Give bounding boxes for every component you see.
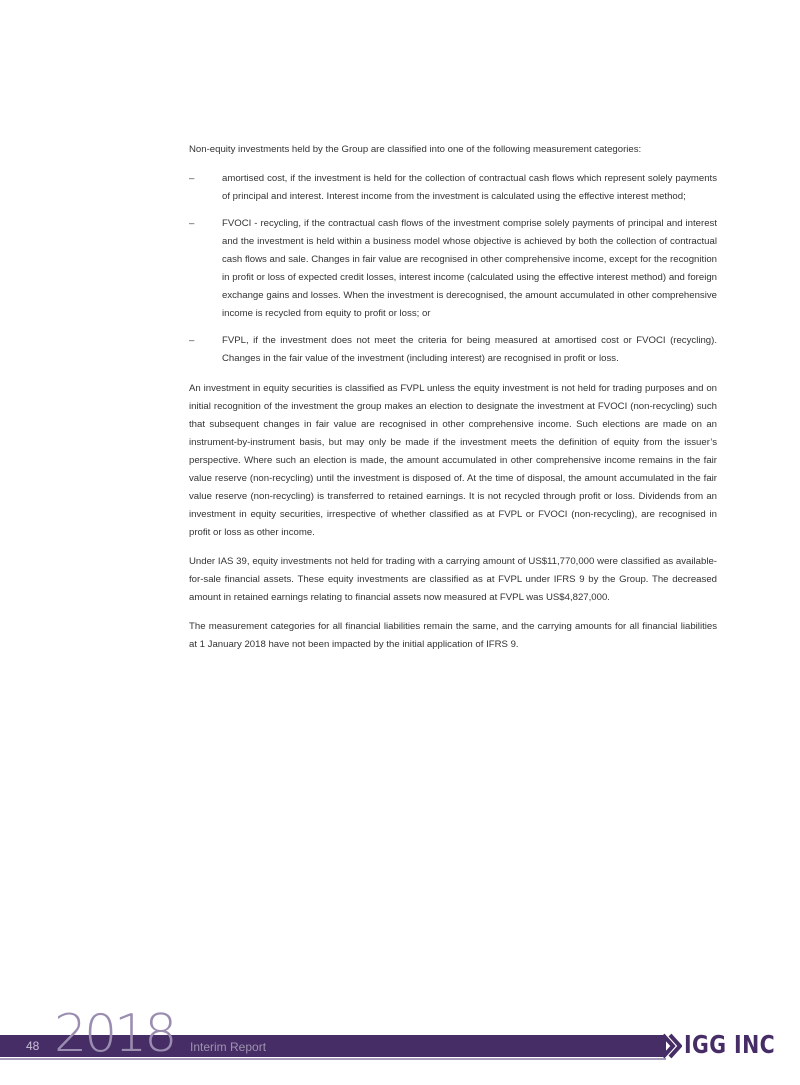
paragraph: An investment in equity securities is classified as FVPL unless the equity investment is not held for trading purposes and on initial recognition of the investment the group makes an election to designate the investment at FVOCI (non-recycling) such that subsequent changes in fair value are recognised in other comprehensive income. Such elections are made on an instrument-by-instrument basis, but may only be made if the investment meets the definition of equity from the issuer’s perspective. Where such an election is made, the amount accumulated in other comprehensive income remains in the fair value reserve (non-recycling) until the investment is disposed of. At the time of disposal, the amount accumulated in the fair value reserve (non-recycling) is transferred to retained earnings. It is not recycled through profit or loss. Dividends from an investment in equity securities, irrespective of whether classified as at FVPL or FVOCI (non-recycling), are recognised in profit or loss as other income. — [189, 383, 717, 538]
document-body — [189, 141, 717, 665]
list-item-text: amortised cost, if the investment is held for the collection of contractual cash flows which represent solely payments of principal and interest. Interest income from the investment is calculated using the effective interest method; — [222, 173, 717, 202]
report-label: Interim Report — [190, 1040, 267, 1054]
list-item — [189, 215, 717, 323]
bullet-marker: – — [189, 218, 195, 229]
list-item — [189, 332, 717, 368]
page-number: 48 — [26, 1039, 40, 1053]
year-logo: 2018 — [54, 1004, 175, 1064]
list-item-text: FVPL, if the investment does not meet the criteria for being measured at amortised cost or FVOCI (recycling). Changes in the fair value of the investment (including interest) are recognised in profit or loss. — [222, 335, 717, 364]
bullet-marker: – — [189, 173, 195, 184]
list-item-text: FVOCI - recycling, if the contractual cash flows of the investment comprise solely payments of principal and interest and the investment is held within a business model whose objective is achieved by both the collection of contractual cash flows and sale. Changes in fair value are recognised in other comprehensive income, except for the recognition in profit or loss of expected credit losses, interest income (calculated using the effective interest method) and foreign exchange gains and losses. When the investment is derecognised, the amount accumulated in other comprehensive income is recycled from equity to profit or loss; or — [222, 218, 717, 319]
chevron-right-icon — [660, 1033, 682, 1059]
brand-logo: IGG INC — [684, 1030, 776, 1059]
paragraph: Under IAS 39, equity investments not held for trading with a carrying amount of US$11,770,000 were classified as available-for-sale financial assets. These equity investments are classified as at FVPL under IFRS 9 by the Group. The decreased amount in retained earnings relating to financial assets now measured at FVPL was US$4,827,000. — [189, 556, 717, 603]
list-item — [189, 170, 717, 206]
paragraph: The measurement categories for all financial liabilities remain the same, and the carrying amounts for all financial liabilities at 1 January 2018 have not been impacted by the initial application of IFRS 9. — [189, 621, 717, 650]
intro-paragraph: Non-equity investments held by the Group are classified into one of the following measurement categories: — [189, 144, 642, 155]
bullet-marker: – — [189, 335, 195, 346]
